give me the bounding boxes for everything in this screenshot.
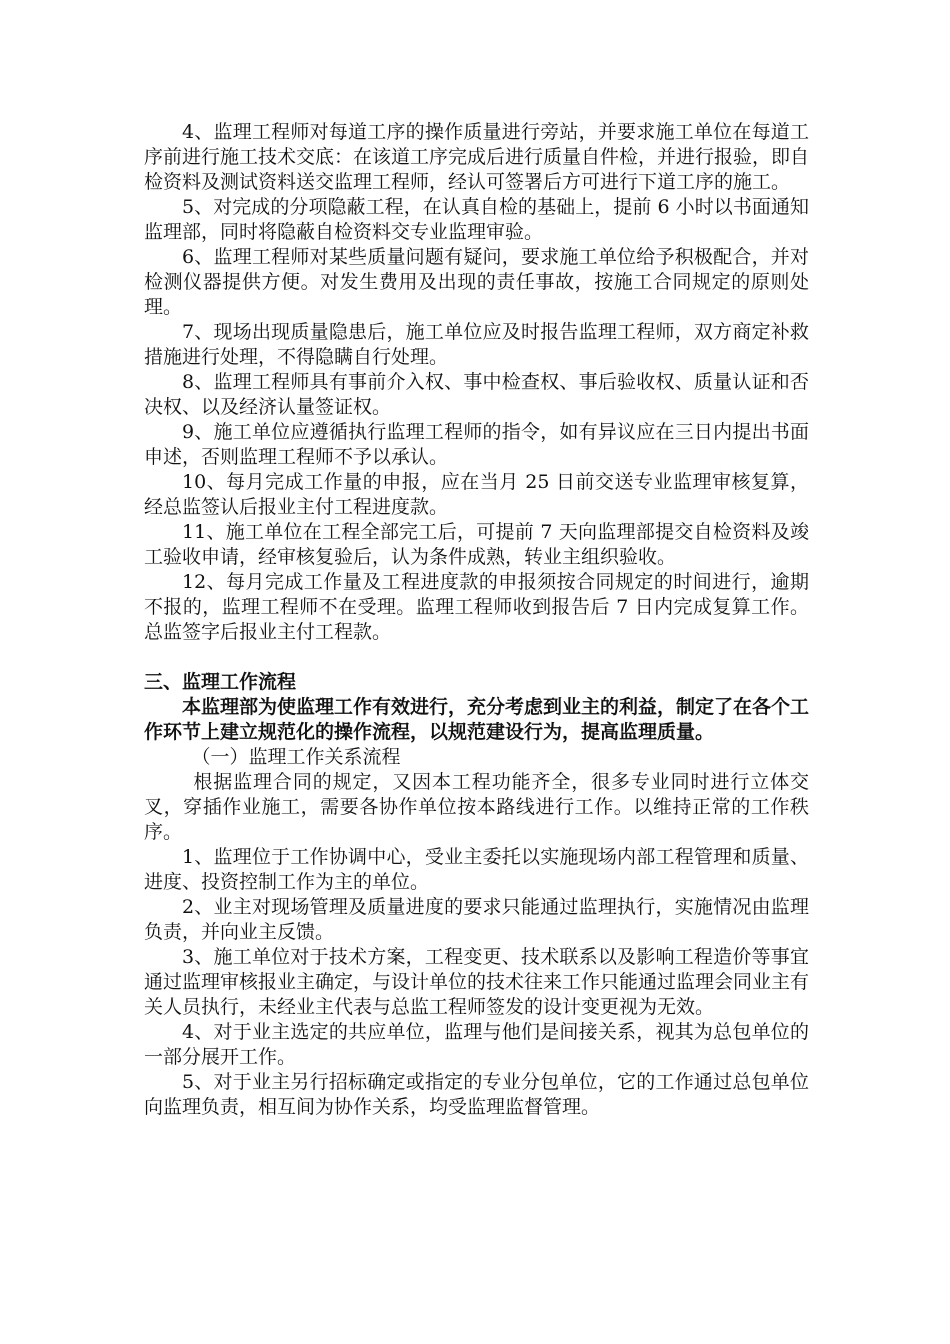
subsection-intro: 根据监理合同的规定，又因本工程功能齐全，很多专业同时进行立体交叉，穿插作业施工，需要各协作单位按本路线进行工作。以维持正常的工作秩序。	[144, 771, 809, 843]
section-intro: 本监理部为使监理工作有效进行，充分考虑到业主的利益，制定了在各个工作环节上建立规范化的操作流程，以规范建设行为，提高监理质量。	[144, 696, 810, 743]
paragraph-item-10: 10、每月完成工作量的申报，应在当月 25 日前交送专业监理审核复算，经总监签认后报业主付工程进度款。	[144, 471, 809, 518]
flow-item-5: 5、对于业主另行招标确定或指定的专业分包单位，它的工作通过总包单位向监理负责，相互间为协作关系，均受监理监督管理。	[144, 1071, 809, 1118]
document-body	[144, 120, 809, 1120]
subsection-heading: （一）监理工作关系流程	[191, 746, 401, 768]
paragraph-item-7: 7、现场出现质量隐患后，施工单位应及时报告监理工程师，双方商定补救措施进行处理，不得隐瞒自行处理。	[144, 321, 809, 368]
section-spacer	[144, 645, 809, 670]
paragraph-item-4: 4、监理工程师对每道工序的操作质量进行旁站，并要求施工单位在每道工序前进行施工技术交底：在该道工序完成后进行质量自件检，并进行报验，即自检资料及测试资料送交监理工程师，经认可签署后方可进行下道工序的施工。	[144, 121, 810, 193]
paragraph-item-11: 11、施工单位在工程全部完工后，可提前 7 天向监理部提交自检资料及竣工验收申请，经审核复验后，认为条件成熟，转业主组织验收。	[144, 521, 809, 568]
paragraph-item-9: 9、施工单位应遵循执行监理工程师的指令，如有异议应在三日内提出书面申述，否则监理工程师不予以承认。	[144, 421, 809, 468]
paragraph-item-12: 12、每月完成工作量及工程进度款的申报须按合同规定的时间进行，逾期不报的，监理工程师不在受理。监理工程师收到报告后 7 日内完成复算工作。总监签字后报业主付工程款。	[144, 571, 809, 643]
paragraph-item-8: 8、监理工程师具有事前介入权、事中检查权、事后验收权、质量认证和否决权、以及经济认量签证权。	[144, 371, 809, 418]
flow-item-3: 3、施工单位对于技术方案，工程变更、技术联系以及影响工程造价等事宜通过监理审核报业主确定，与设计单位的技术往来工作只能通过监理会同业主有关人员执行，未经业主代表与总监工程师签发的设计变更视为无效。	[144, 946, 810, 1018]
paragraph-item-6: 6、监理工程师对某些质量问题有疑问，要求施工单位给予积极配合，并对检测仪器提供方便。对发生费用及出现的责任事故，按施工合同规定的原则处理。	[144, 246, 809, 318]
flow-item-1: 1、监理位于工作协调中心，受业主委托以实施现场内部工程管理和质量、进度、投资控制工作为主的单位。	[144, 846, 809, 893]
paragraph-item-5: 5、对完成的分项隐蔽工程，在认真自检的基础上，提前 6 小时以书面通知监理部，同时将隐蔽自检资料交专业监理审验。	[144, 196, 809, 243]
flow-item-2: 2、业主对现场管理及质量进度的要求只能通过监理执行，实施情况由监理负责，并向业主反馈。	[144, 896, 809, 943]
flow-item-4: 4、对于业主选定的共应单位，监理与他们是间接关系，视其为总包单位的一部分展开工作。	[144, 1021, 809, 1068]
section-heading: 三、监理工作流程	[144, 671, 297, 693]
